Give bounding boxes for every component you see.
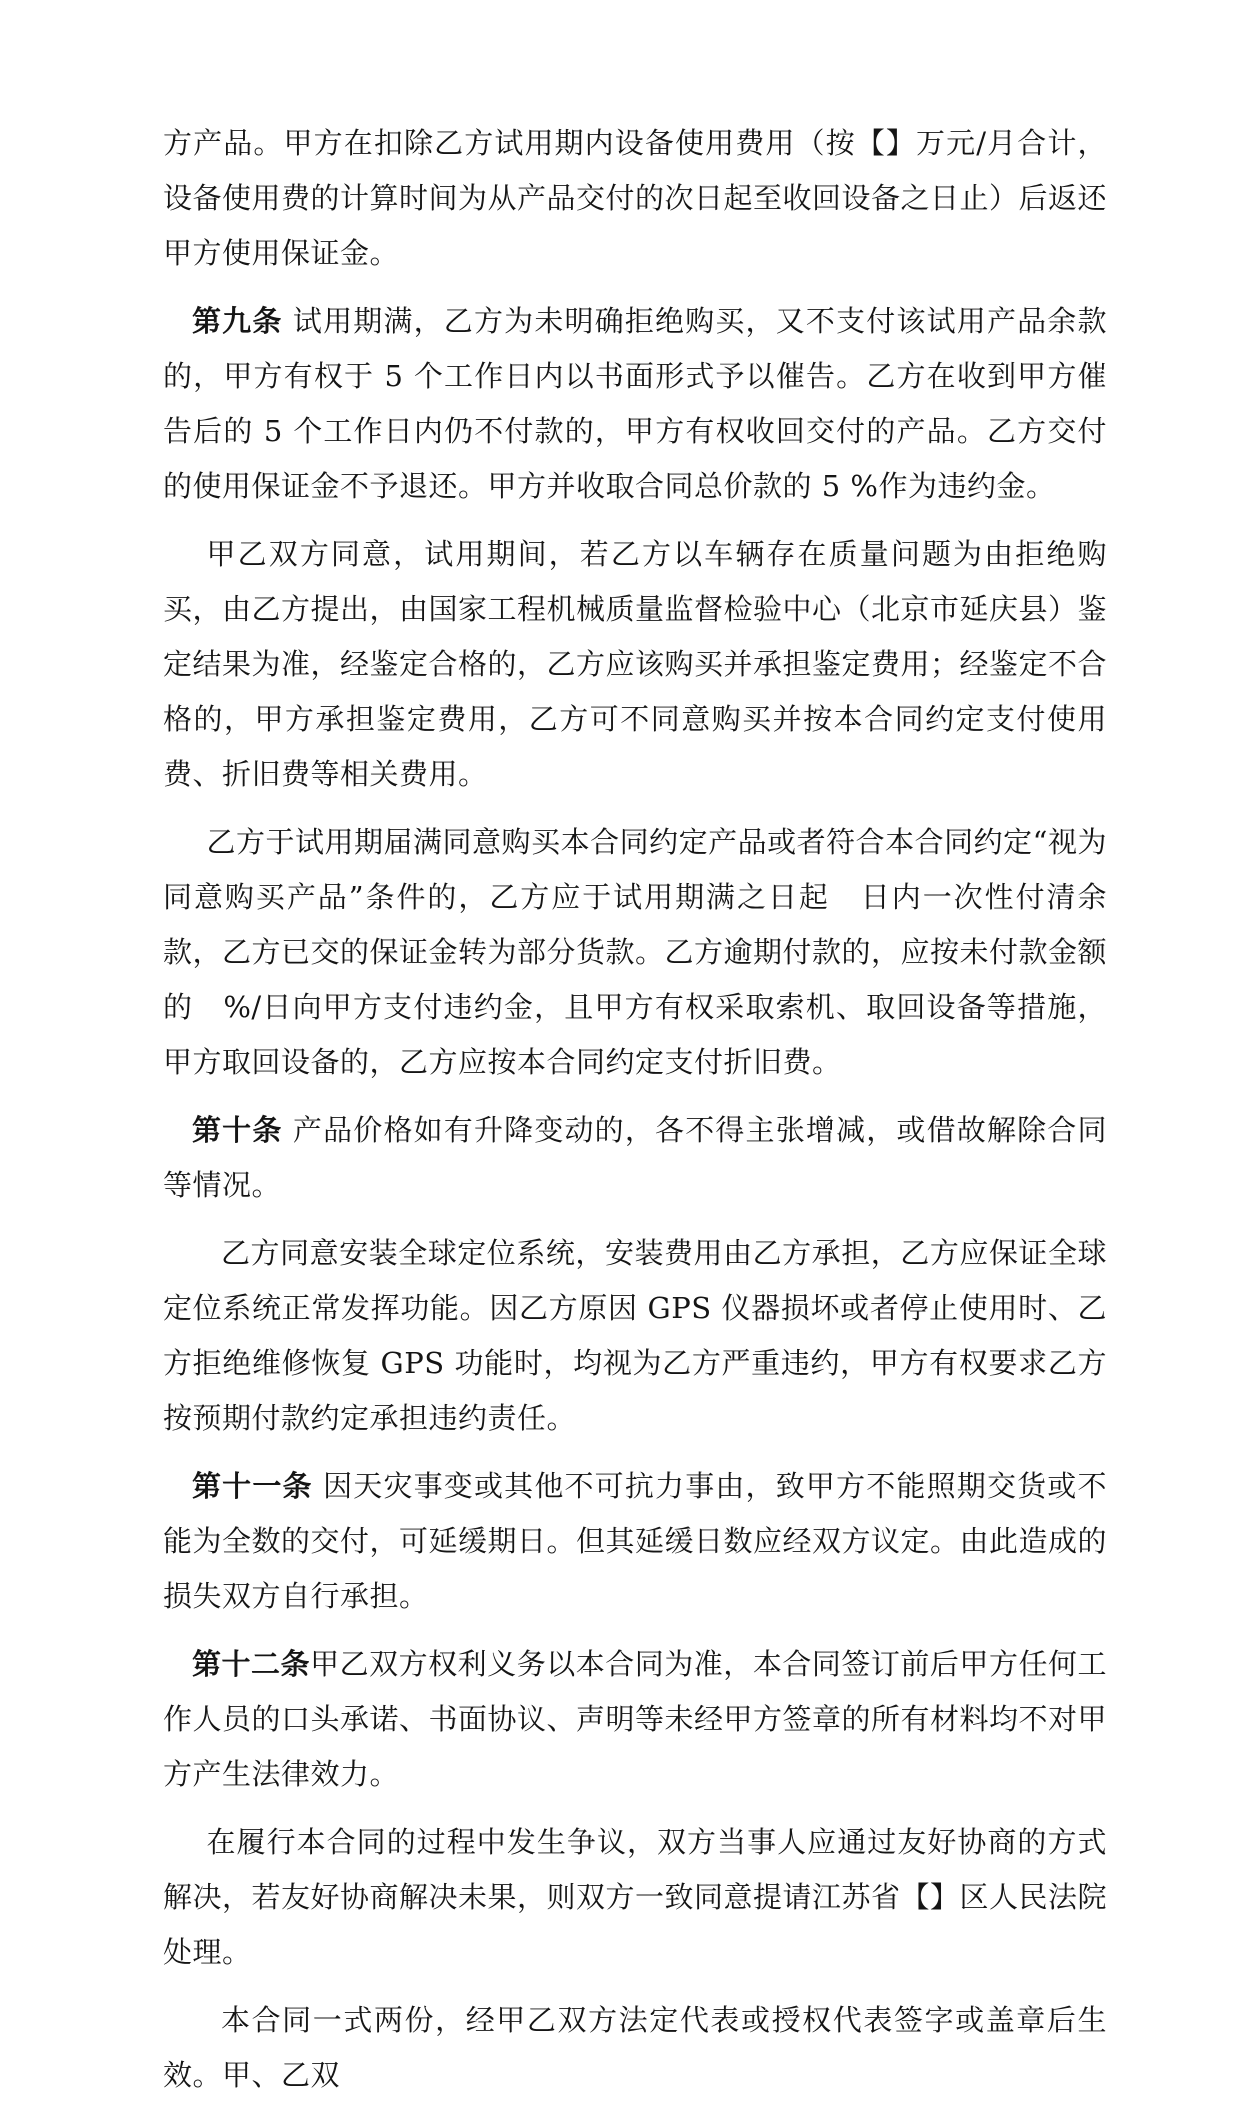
paragraph-text: 乙方同意安装全球定位系统，安装费用由乙方承担，乙方应保证全球定位系统正常发挥功能。因乙方原因 GPS 仪器损坏或者停止使用时、乙方拒绝维修恢复 GPS 功能时，均视为乙方严重违约，甲方有权要求乙方按预期付款约定承担违约责任。	[163, 1236, 1107, 1435]
dispute-resolution-paragraph	[163, 1815, 1107, 1980]
clause-11-label: 第十一条	[192, 1469, 313, 1503]
clause-10-label: 第十条	[192, 1113, 283, 1147]
purchase-payment-paragraph	[163, 815, 1107, 1090]
clause-12-label: 第十二条	[192, 1647, 311, 1681]
effectiveness-paragraph	[163, 1993, 1107, 2103]
clause-9-paragraph	[163, 294, 1107, 514]
paragraph-text: 产品价格如有升降变动的，各不得主张增减，或借故解除合同等情况。	[163, 1113, 1107, 1202]
clause-11-paragraph	[163, 1459, 1107, 1624]
paragraph-text: 甲乙双方同意，试用期间，若乙方以车辆存在质量问题为由拒绝购买，由乙方提出，由国家工程机械质量监督检验中心（北京市延庆县）鉴定结果为准，经鉴定合格的，乙方应该购买并承担鉴定费用；经鉴定不合格的，甲方承担鉴定费用，乙方可不同意购买并按本合同约定支付使用费、折旧费等相关费用。	[163, 537, 1108, 791]
paragraph-text: 方产品。甲方在扣除乙方试用期内设备使用费用（按【】万元/月合计，设备使用费的计算时间为从产品交付的次日起至收回设备之日止）后返还甲方使用保证金。	[163, 126, 1108, 270]
clause-9-label: 第九条	[192, 304, 283, 338]
paragraph-text: 试用期满，乙方为未明确拒绝购买，又不支付该试用产品余款的，甲方有权于 5 个工作日内以书面形式予以催告。乙方在收到甲方催告后的 5 个工作日内仍不付款的，甲方有权收回交付的产品。乙方交付的使用保证金不予退还。甲方并收取合同总价款的 5 %作为违约金。	[163, 304, 1107, 503]
paragraph-text: 乙方于试用期届满同意购买本合同约定产品或者符合本合同约定“视为同意购买产品”条件的，乙方应于试用期满之日起 日内一次性付清余款，乙方已交的保证金转为部分货款。乙方逾期付款的，应按未付款金额的 %/日向甲方支付违约金，且甲方有权采取索机、取回设备等措施，甲方取回设备的，乙方应按本合同约定支付折旧费。	[163, 825, 1108, 1079]
clause-10-paragraph	[163, 1103, 1107, 1213]
paragraph-text: 甲乙双方权利义务以本合同为准，本合同签订前后甲方任何工作人员的口头承诺、书面协议、声明等未经甲方签章的所有材料均不对甲方产生法律效力。	[163, 1647, 1108, 1791]
paragraph-text: 本合同一式两份，经甲乙双方法定代表或授权代表签字或盖章后生效。甲、乙双	[163, 2003, 1107, 2092]
paragraph-text: 因天灾事变或其他不可抗力事由，致甲方不能照期交货或不能为全数的交付，可延缓期日。但其延缓日数应经双方议定。由此造成的损失双方自行承担。	[163, 1469, 1108, 1613]
paragraph-continuation	[163, 116, 1107, 281]
gps-paragraph	[163, 1226, 1107, 1446]
quality-dispute-paragraph	[163, 527, 1107, 802]
paragraph-text: 在履行本合同的过程中发生争议，双方当事人应通过友好协商的方式解决，若友好协商解决未果，则双方一致同意提请江苏省【】区人民法院处理。	[163, 1825, 1108, 1969]
clause-12-paragraph	[163, 1637, 1107, 1802]
